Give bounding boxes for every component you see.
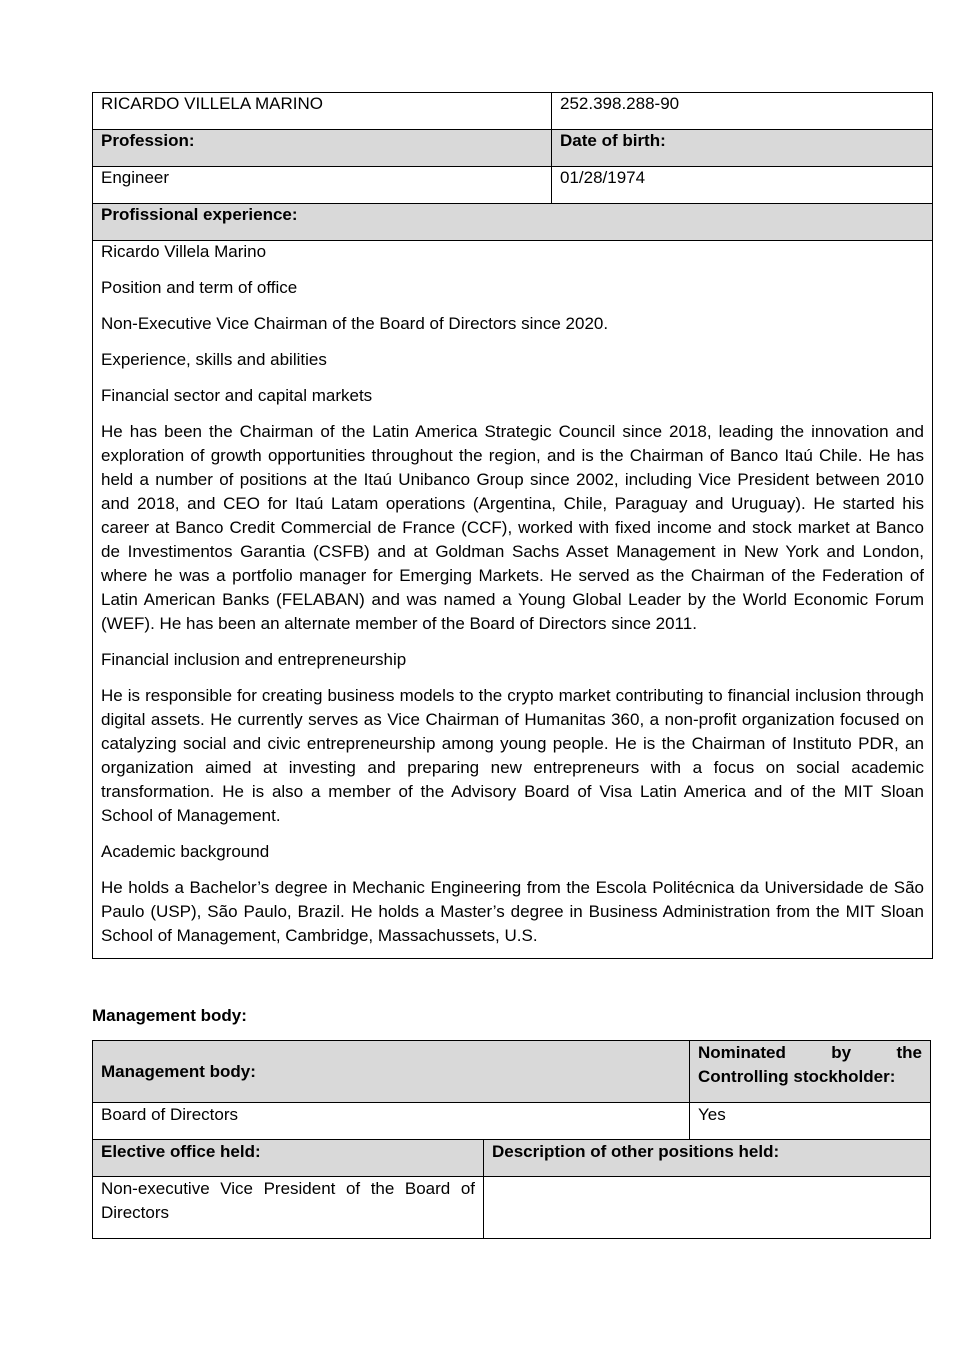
nominated-word-1: Nominated: [698, 1043, 786, 1062]
nominated-value-cell: [690, 1103, 931, 1140]
candidate-id-number: 252.398.288-90: [560, 94, 680, 113]
profession-value-cell: [93, 167, 552, 204]
elective-value: Non-executive Vice President of the Board of Directors: [101, 1179, 475, 1222]
management-body-value: Board of Directors: [101, 1105, 238, 1124]
skills-title: Experience, skills and abilities: [101, 350, 327, 369]
nominated-word-3: the: [896, 1043, 922, 1062]
nominated-label-line2: Controlling stockholder:: [698, 1067, 896, 1086]
id-cell: [552, 93, 933, 130]
candidate-name: RICARDO VILLELA MARINO: [101, 94, 324, 113]
elective-label-cell: [93, 1140, 484, 1177]
elective-value-cell: [93, 1177, 484, 1239]
inclusion-title: Financial inclusion and entrepreneurship: [101, 650, 407, 669]
candidate-info-table: [92, 92, 933, 959]
other-positions-label: Description of other positions held:: [492, 1142, 780, 1161]
position-title: Position and term of office: [101, 278, 298, 297]
management-body-value-cell: [93, 1103, 690, 1140]
other-positions-value-cell: [484, 1177, 931, 1239]
management-body-label: Management body:: [101, 1061, 256, 1081]
academic-title: Academic background: [101, 842, 270, 861]
experience-body: [93, 241, 933, 959]
experience-heading-cell: [93, 204, 933, 241]
dob-label-cell: [552, 130, 933, 167]
financial-text: He has been the Chairman of the Latin America Strategic Council since 2018, leading the innovation and exploration of growth opportunities throughout the region, and is the Chairman of Banco Itaú Chile. He has held a number of positions at the Itaú Unibanco Group since 2002, including Vice President between 2010 and 2018, and CEO for Itaú Latam operations (Argentina, Chile, Paraguay and Uruguay). He started his career at Banco Credit Commercial de France (CCF), worked with fixed income and stock market at Banco de Investimentos Garantia (CSFB) and at Goldman Sachs Asset Management in New York and London, where he was a portfolio manager for Emerging Markets. He served as the Chairman of the Federation of Latin American Banks (FELABAN) and was named a Young Global Leader by the World Economic Forum (WEF). He has been an alternate member of the Board of Directors since 2011.: [101, 422, 924, 633]
nominated-label-line1: [698, 1041, 922, 1065]
management-body-label-cell: [93, 1041, 690, 1103]
management-body-table: [92, 1040, 931, 1239]
profession-value: Engineer: [101, 168, 170, 187]
nominated-label-cell: [690, 1041, 931, 1103]
dob-value: 01/28/1974: [560, 168, 646, 187]
profession-label-cell: [93, 130, 552, 167]
financial-title: Financial sector and capital markets: [101, 386, 373, 405]
inclusion-text: He is responsible for creating business models to the crypto market contributing to financial inclusion through digital assets. He currently serves as Vice Chairman of Humanitas 360, a non-profit organization focused on catalyzing social and civic entrepreneurship among young people. He is the Chairman of Instituto PDR, an organization aimed at investing and preparing new entrepreneurs with a focus on social academic transformation. He is also a member of the Advisory Board of Visa Latin America and of the MIT Sloan School of Management.: [101, 686, 924, 825]
dob-label: Date of birth:: [560, 131, 666, 150]
experience-heading: Profissional experience:: [101, 205, 298, 224]
elective-label: Elective office held:: [101, 1142, 261, 1161]
nominated-value: Yes: [698, 1105, 726, 1124]
experience-name: Ricardo Villela Marino: [101, 242, 267, 261]
position-text: Non-Executive Vice Chairman of the Board of Directors since 2020.: [101, 314, 609, 333]
profession-label: Profession:: [101, 131, 195, 150]
dob-value-cell: [552, 167, 933, 204]
academic-text: He holds a Bachelor’s degree in Mechanic Engineering from the Escola Politécnica da Universidade de São Paulo (USP), São Paulo, Brazil. He holds a Master’s degree in Business Administration from the MIT Sloan School of Management, Cambridge, Massachussets, U.S.: [101, 878, 924, 945]
other-positions-label-cell: [484, 1140, 931, 1177]
nominated-word-2: by: [831, 1043, 852, 1062]
management-section-heading: Management body:: [92, 1006, 247, 1025]
name-cell: [93, 93, 552, 130]
